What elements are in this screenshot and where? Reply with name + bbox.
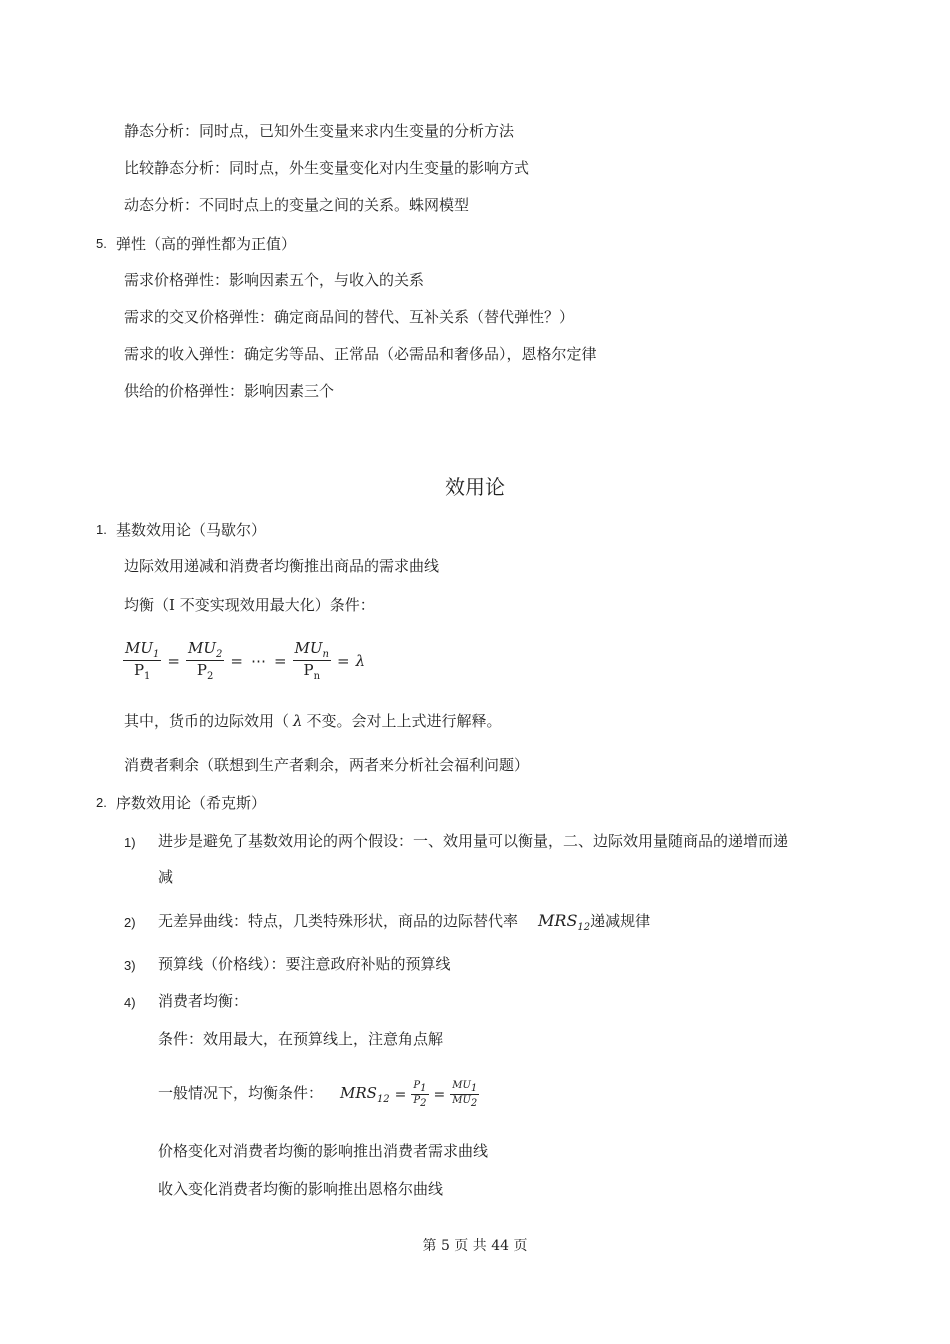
heading-elasticity: 弹性（高的弹性都为正值）: [116, 235, 297, 253]
text-dynamic-analysis: 动态分析：不同时点上的变量之间的关系。蛛网模型: [124, 196, 470, 214]
text-consumer-surplus: 消费者剩余（联想到生产者剩余，两者来分析社会福利问题）: [124, 756, 530, 774]
equation-cardinal-equilibrium: $\frac{MU_1}{P_1}$ = $\frac{MU_2}{P_2}$ = ⋯ = $\frac{MU_n}{P_n}$ = λ: [125, 639, 366, 682]
item-3-text: 预算线（价格线）：要注意政府补贴的预算线: [158, 955, 451, 973]
item-4-text: 消费者均衡：: [158, 992, 249, 1010]
item-2-number: 2): [124, 915, 136, 930]
text-income-elasticity: 需求的收入弹性：确定劣等品、正常品（必需品和奢侈品），恩格尔定律: [124, 345, 597, 363]
heading-1-number: 1.: [96, 522, 107, 537]
item-4-price-change: 价格变化对消费者均衡的影响推出消费者需求曲线: [158, 1142, 489, 1160]
item-4-condition: 条件：效用最大，在预算线上，注意角点解: [158, 1030, 444, 1048]
text-static-analysis: 静态分析：同时点，已知外生变量来求内生变量的分析方法: [124, 122, 515, 140]
page-footer: 第 5 页 共 44 页: [422, 1238, 528, 1254]
item-4-number: 4): [124, 995, 136, 1010]
item-1-continuation: 减: [158, 868, 174, 886]
text-cross-elasticity: 需求的交叉价格弹性：确定商品间的替代、互补关系（替代弹性？）: [124, 308, 575, 326]
item-2-text: 无差异曲线：特点，几类特殊形状，商品的边际替代率 $MRS_{12}$递减规律: [158, 911, 651, 934]
text-money-marginal-utility: 其中，货币的边际效用（ λ 不变。会对上上式进行解释。: [124, 712, 502, 730]
item-4-income-change: 收入变化消费者均衡的影响推出恩格尔曲线: [158, 1180, 444, 1198]
text-price-elasticity: 需求价格弹性：影响因素五个，与收入的关系: [124, 271, 425, 289]
text-supply-elasticity: 供给的价格弹性：影响因素三个: [124, 382, 335, 400]
item-4-general-condition: 一般情况下，均衡条件：: [158, 1084, 324, 1102]
heading-5-number: 5.: [96, 236, 107, 251]
heading-ordinal-utility: 序数效用论（希克斯）: [116, 794, 267, 812]
item-1-text: 进步是避免了基数效用论的两个假设：一、效用量可以衡量，二、边际效用量随商品的递增而递: [158, 832, 789, 850]
text-comparative-static: 比较静态分析：同时点，外生变量变化对内生变量的影响方式: [124, 159, 530, 177]
heading-cardinal-utility: 基数效用论（马歇尔）: [116, 521, 267, 539]
item-1-number: 1): [124, 835, 136, 850]
text-equilibrium-condition: 均衡（I 不变实现效用最大化）条件：: [124, 596, 375, 614]
heading-2-number: 2.: [96, 795, 107, 810]
equation-ordinal-equilibrium: $MRS_{12}$ = $\frac{P_1}{P_2}$ = $\frac{MU_1}{MU_2}$: [340, 1080, 478, 1109]
section-title: 效用论: [445, 475, 505, 499]
text-marginal-utility: 边际效用递减和消费者均衡推出商品的需求曲线: [124, 557, 440, 575]
item-3-number: 3): [124, 958, 136, 973]
